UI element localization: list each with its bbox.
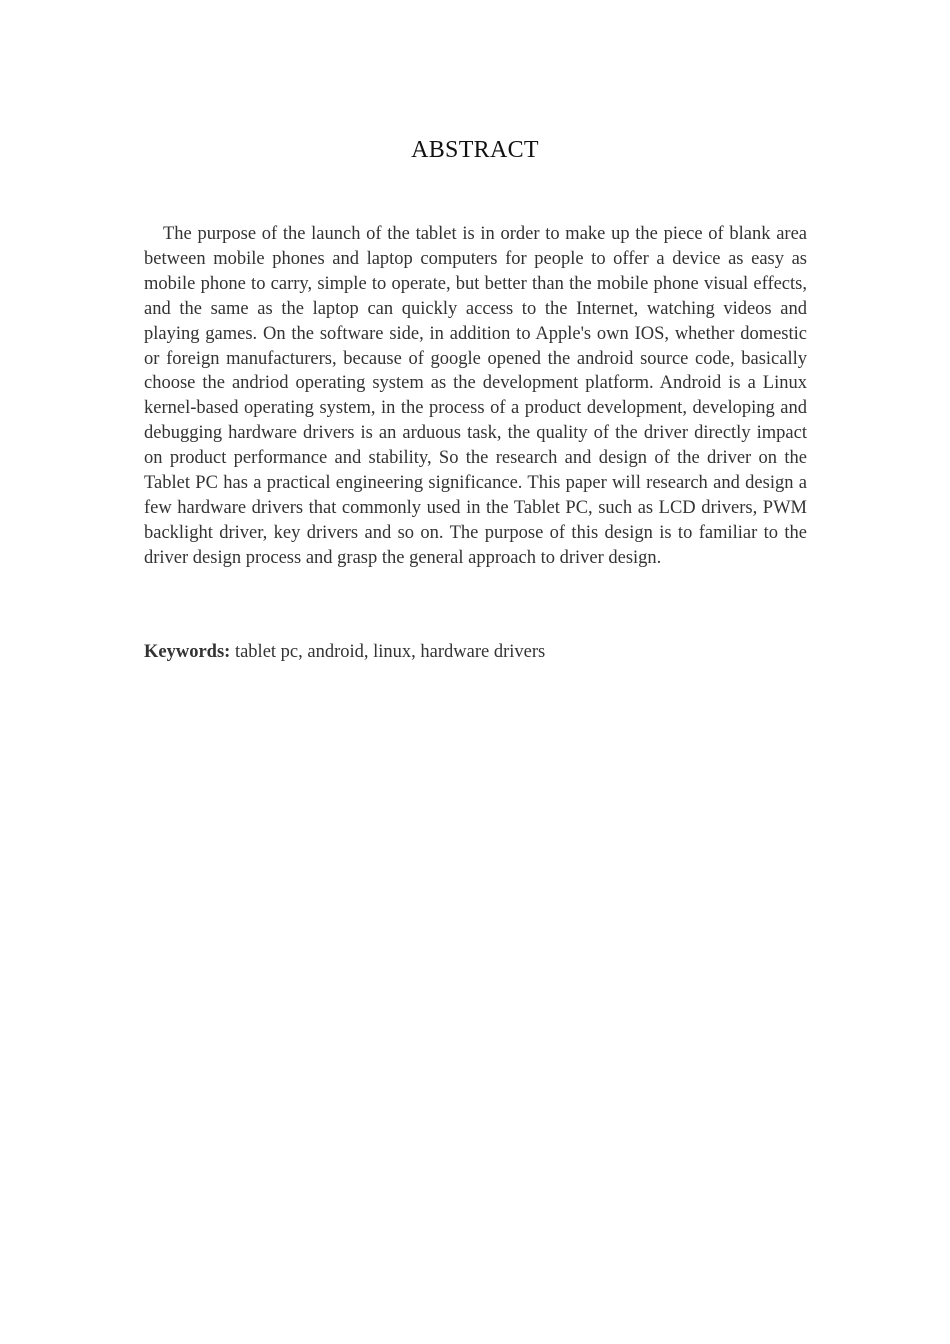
keywords-value: tablet pc, android, linux, hardware drivers (234, 642, 546, 662)
abstract-paragraph: The purpose of the launch of the tablet is in order to make up the piece of blank area between mobile phones and laptop computers for people to offer a device as easy as mobile phone to carry, simple to operate, but better than the mobile phone visual effects, and the same as the laptop can quickly access to the Internet, watching videos and playing games. On the software side, in addition to Apple's own IOS, whether domestic or foreign manufacturers, because of google opened the android source code, basically choose the andriod operating system as the development platform. Android is a Linux kernel-based operating system, in the process of a product development, developing and debugging hardware drivers is an arduous task, the quality of the driver directly impact on product performance and stability, So the research and design of the driver on the Tablet PC has a practical engineering significance. This paper will research and design a few hardware drivers that commonly used in the Tablet PC, such as LCD drivers, PWM backlight driver, key drivers and so on. The purpose of this design is to familiar to the driver design process and grasp the general approach to driver design. (144, 224, 807, 568)
page-title: ABSTRACT (411, 137, 539, 163)
keywords-line (144, 640, 807, 665)
keywords-label: Keywords: (144, 642, 231, 662)
